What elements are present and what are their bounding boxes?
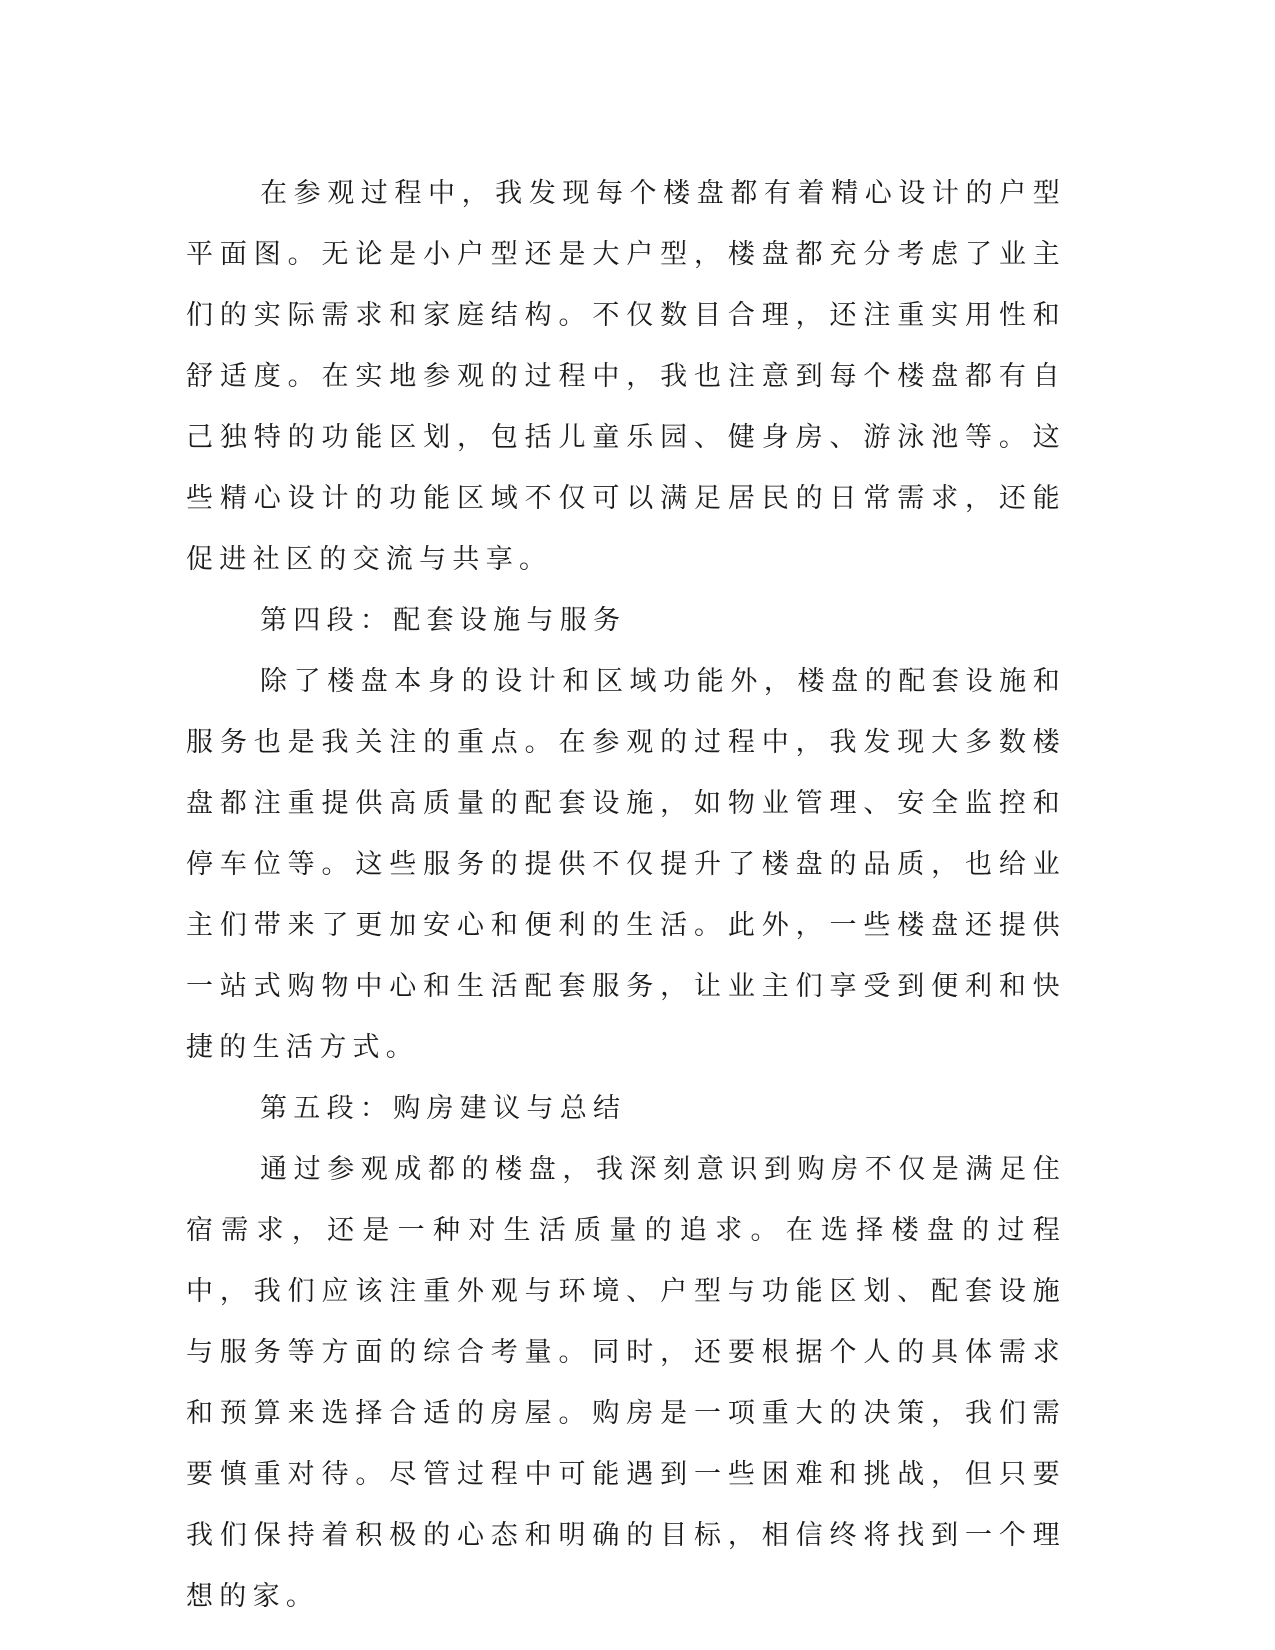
document-body: [186, 163, 1066, 1627]
section-heading-5: 第五段：购房建议与总结: [260, 1093, 627, 1124]
paragraph-conclusion: 通过参观成都的楼盘，我深刻意识到购房不仅是满足住宿需求，还是一种对生活质量的追求。在选择楼盘的过程中，我们应该注重外观与环境、户型与功能区划、配套设施与服务等方面的综合考量。同时，还要根据个人的具体需求和预算来选择合适的房屋。购房是一项重大的决策，我们需要慎重对待。尽管过程中可能遇到一些困难和挑战，但只要我们保持着积极的心态和明确的目标，相信终将找到一个理想的家。: [186, 1154, 1066, 1612]
paragraph-facilities: 除了楼盘本身的设计和区域功能外，楼盘的配套设施和服务也是我关注的重点。在参观的过程中，我发现大多数楼盘都注重提供高质量的配套设施，如物业管理、安全监控和停车位等。这些服务的提供不仅提升了楼盘的品质，也给业主们带来了更加安心和便利的生活。此外，一些楼盘还提供一站式购物中心和生活配套服务，让业主们享受到便利和快捷的生活方式。: [186, 666, 1066, 1063]
section-heading-4: 第四段：配套设施与服务: [260, 605, 627, 636]
paragraph-floor-plans: 在参观过程中，我发现每个楼盘都有着精心设计的户型平面图。无论是小户型还是大户型，楼盘都充分考虑了业主们的实际需求和家庭结构。不仅数目合理，还注重实用性和舒适度。在实地参观的过程中，我也注意到每个楼盘都有自己独特的功能区划，包括儿童乐园、健身房、游泳池等。这些精心设计的功能区域不仅可以满足居民的日常需求，还能促进社区的交流与共享。: [186, 178, 1066, 575]
